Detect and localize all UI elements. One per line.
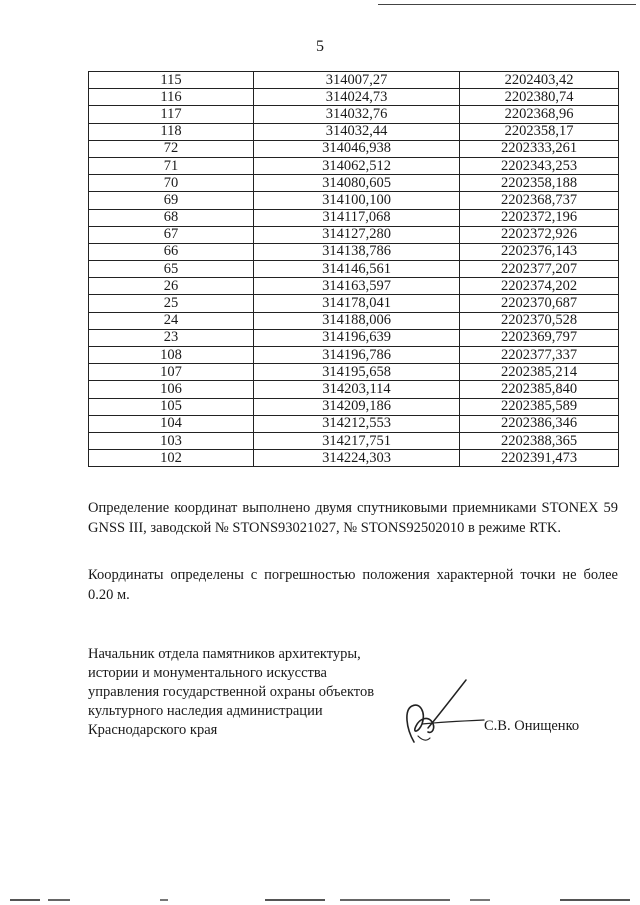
y-coordinate-cell: 2202372,196 xyxy=(460,209,619,226)
y-coordinate-cell: 2202333,261 xyxy=(460,140,619,157)
x-coordinate-cell: 314196,639 xyxy=(254,329,460,346)
point-number-cell: 106 xyxy=(89,381,254,398)
x-coordinate-cell: 314007,27 xyxy=(254,72,460,89)
table-row xyxy=(89,243,619,260)
table-row xyxy=(89,123,619,140)
table-row xyxy=(89,209,619,226)
point-number-cell: 105 xyxy=(89,398,254,415)
x-coordinate-cell: 314163,597 xyxy=(254,278,460,295)
table-row xyxy=(89,261,619,278)
y-coordinate-cell: 2202377,207 xyxy=(460,261,619,278)
signer-name: С.В. Онищенко xyxy=(484,718,580,734)
table-row xyxy=(89,157,619,174)
coordinates-table-body xyxy=(89,72,619,467)
point-number-cell: 24 xyxy=(89,312,254,329)
table-row xyxy=(89,295,619,312)
table-row xyxy=(89,347,619,364)
x-coordinate-cell: 314138,786 xyxy=(254,243,460,260)
y-coordinate-cell: 2202370,687 xyxy=(460,295,619,312)
y-coordinate-cell: 2202376,143 xyxy=(460,243,619,260)
x-coordinate-cell: 314032,76 xyxy=(254,106,460,123)
y-coordinate-cell: 2202403,42 xyxy=(460,72,619,89)
point-number-cell: 26 xyxy=(89,278,254,295)
accuracy-paragraph: Координаты определены с погрешностью положения характерной точки не более 0.20 м. xyxy=(88,567,618,603)
table-row xyxy=(89,278,619,295)
table-row xyxy=(89,192,619,209)
x-coordinate-cell: 314024,73 xyxy=(254,89,460,106)
x-coordinate-cell: 314080,605 xyxy=(254,175,460,192)
point-number-cell: 103 xyxy=(89,432,254,449)
y-coordinate-cell: 2202385,214 xyxy=(460,364,619,381)
top-rule xyxy=(378,4,636,5)
x-coordinate-cell: 314046,938 xyxy=(254,140,460,157)
y-coordinate-cell: 2202358,188 xyxy=(460,175,619,192)
table-row xyxy=(89,398,619,415)
x-coordinate-cell: 314100,100 xyxy=(254,192,460,209)
y-coordinate-cell: 2202377,337 xyxy=(460,347,619,364)
x-coordinate-cell: 314146,561 xyxy=(254,261,460,278)
point-number-cell: 104 xyxy=(89,415,254,432)
x-coordinate-cell: 314212,553 xyxy=(254,415,460,432)
y-coordinate-cell: 2202369,797 xyxy=(460,329,619,346)
table-row xyxy=(89,364,619,381)
signatory-title-line: управления государственной охраны объектов xyxy=(88,684,375,700)
signatory-title xyxy=(88,645,398,740)
x-coordinate-cell: 314217,751 xyxy=(254,432,460,449)
equipment-paragraph: Определение координат выполнено двумя спутниковыми приемниками STONEX 59 GNSS III, заводской № STONS93021027, № STONS92502010 в режиме RTK. xyxy=(88,500,618,536)
y-coordinate-cell: 2202343,253 xyxy=(460,157,619,174)
signatory-title-line: Начальник отдела памятников архитектуры, xyxy=(88,646,361,662)
table-row xyxy=(89,175,619,192)
y-coordinate-cell: 2202374,202 xyxy=(460,278,619,295)
x-coordinate-cell: 314224,303 xyxy=(254,450,460,467)
x-coordinate-cell: 314062,512 xyxy=(254,157,460,174)
y-coordinate-cell: 2202388,365 xyxy=(460,432,619,449)
table-row xyxy=(89,89,619,106)
point-number-cell: 107 xyxy=(89,364,254,381)
point-number-cell: 70 xyxy=(89,175,254,192)
table-row xyxy=(89,72,619,89)
point-number-cell: 102 xyxy=(89,450,254,467)
x-coordinate-cell: 314188,006 xyxy=(254,312,460,329)
signatory-title-line: Краснодарского края xyxy=(88,722,218,738)
y-coordinate-cell: 2202385,589 xyxy=(460,398,619,415)
point-number-cell: 71 xyxy=(89,157,254,174)
scan-edge-marks xyxy=(0,898,640,902)
x-coordinate-cell: 314127,280 xyxy=(254,226,460,243)
y-coordinate-cell: 2202370,528 xyxy=(460,312,619,329)
x-coordinate-cell: 314117,068 xyxy=(254,209,460,226)
y-coordinate-cell: 2202368,737 xyxy=(460,192,619,209)
point-number-cell: 68 xyxy=(89,209,254,226)
x-coordinate-cell: 314178,041 xyxy=(254,295,460,312)
table-row xyxy=(89,226,619,243)
point-number-cell: 65 xyxy=(89,261,254,278)
x-coordinate-cell: 314203,114 xyxy=(254,381,460,398)
point-number-cell: 116 xyxy=(89,89,254,106)
y-coordinate-cell: 2202372,926 xyxy=(460,226,619,243)
y-coordinate-cell: 2202391,473 xyxy=(460,450,619,467)
point-number-cell: 25 xyxy=(89,295,254,312)
point-number-cell: 108 xyxy=(89,347,254,364)
signatory-title-line: истории и монументального искусства xyxy=(88,665,327,681)
y-coordinate-cell: 2202358,17 xyxy=(460,123,619,140)
table-row xyxy=(89,381,619,398)
table-row xyxy=(89,450,619,467)
y-coordinate-cell: 2202386,346 xyxy=(460,415,619,432)
point-number-cell: 117 xyxy=(89,106,254,123)
table-row xyxy=(89,106,619,123)
point-number-cell: 69 xyxy=(89,192,254,209)
point-number-cell: 72 xyxy=(89,140,254,157)
point-number-cell: 115 xyxy=(89,72,254,89)
table-row xyxy=(89,329,619,346)
table-row xyxy=(89,312,619,329)
point-number-cell: 118 xyxy=(89,123,254,140)
y-coordinate-cell: 2202385,840 xyxy=(460,381,619,398)
table-row xyxy=(89,432,619,449)
page-number: 5 xyxy=(316,38,324,55)
point-number-cell: 67 xyxy=(89,226,254,243)
x-coordinate-cell: 314196,786 xyxy=(254,347,460,364)
coordinates-table xyxy=(88,71,619,467)
y-coordinate-cell: 2202380,74 xyxy=(460,89,619,106)
point-number-cell: 66 xyxy=(89,243,254,260)
x-coordinate-cell: 314032,44 xyxy=(254,123,460,140)
y-coordinate-cell: 2202368,96 xyxy=(460,106,619,123)
table-row xyxy=(89,415,619,432)
x-coordinate-cell: 314209,186 xyxy=(254,398,460,415)
point-number-cell: 23 xyxy=(89,329,254,346)
signatory-title-line: культурного наследия администрации xyxy=(88,703,323,719)
handwritten-signature xyxy=(392,676,487,748)
x-coordinate-cell: 314195,658 xyxy=(254,364,460,381)
table-row xyxy=(89,140,619,157)
